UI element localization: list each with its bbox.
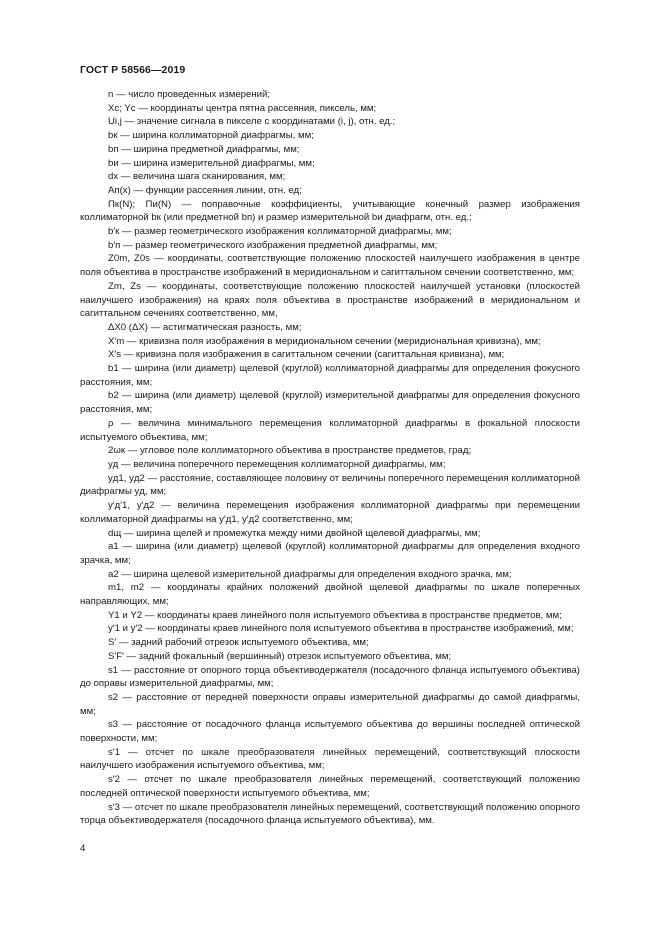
list-item: a2 — ширина щелевой измерительной диафрагмы для определения входного зрачка, мм; xyxy=(108,568,512,580)
list-item: s′2 — отсчет по шкале преобразователя линейных перемещений, соответствующий положению последней оптической поверхности испытуемого объектива, мм; xyxy=(80,774,580,799)
list-item: yд1, yд2 — расстояние, составляющее половину от величины поперечного перемещения коллиматорной диафрагмы yд, мм; xyxy=(80,472,580,498)
list-item: b′п — размер геометрического изображения предметной диафрагмы, мм; xyxy=(108,239,438,251)
list-item: Zm, Zs — координаты, соответствующие положению плоскостей наилучшей установки (плоскостей наилучшего изображения) на краях поля объектива в пространстве изображений в меридиональном и сагиттальном сечениях соответственно, мм, xyxy=(80,280,580,320)
list-item: s2 — расстояние от передней поверхности оправы измерительной диафрагмы до самой диафрагмы, мм; xyxy=(80,691,580,717)
symbols-list xyxy=(80,88,580,828)
list-item: b′к — размер геометрического изображения коллиматорной диафрагмы, мм; xyxy=(108,226,452,238)
list-item: ΔX0 (ΔX) — астигматическая разность, мм; xyxy=(108,321,302,333)
list-item: b1 — ширина (или диаметр) щелевой (круглой) коллиматорной диафрагмы для определения фокусного расстояния, мм; xyxy=(80,363,580,388)
list-item: Aп(x) — функции рассеяния линии, отн. ед; xyxy=(108,184,302,196)
list-item: n — число проведенных измерений; xyxy=(108,89,271,100)
list-item: Xc; Yc — координаты центра пятна рассеяния, пиксель, мм; xyxy=(108,102,377,114)
list-item: s1 — расстояние от опорного торца объективодержателя (посадочного фланца испытуемого объектива) до оправы измерительной диафрагмы, мм; xyxy=(80,664,580,690)
list-item: a1 — ширина (или диаметр) щелевой (круглой) коллиматорной диафрагмы для определения входного зрачка, мм; xyxy=(80,541,580,566)
list-item: Ui,j — значение сигнала в пикселе с координатами (i, j), отн. ед.; xyxy=(108,116,396,128)
list-item: dx — величина шага сканирования, мм; xyxy=(108,171,286,183)
list-item: Πк(N); Πи(N) — поправочные коэффициенты, учитывающие конечный размер изображения коллиматорной bк (или предметной bп) и размер измерительной bи диафрагм, отн. ед.; xyxy=(80,198,580,224)
page-number: 4 xyxy=(80,843,86,854)
list-item: bп — ширина предметной диафрагмы, мм; xyxy=(108,143,300,155)
list-item: s′1 — отсчет по шкале преобразователя линейных перемещений, соответствующий плоскости наилучшего изображения испытуемого объектива, мм; xyxy=(80,746,580,772)
list-item: Z0m, Z0s — координаты, соответствующие положению плоскостей наилучшего изображения в центре поля объектива в пространстве изображений в меридиональном и сагиттальном сечении соответственно, мм; xyxy=(80,253,580,279)
list-item: X′m — кривизна поля изображения в меридиональном сечении (меридиональная кривизна), мм; xyxy=(108,335,541,347)
list-item: s′3 — отсчет по шкале преобразователя линейных перемещений, соответствующий положению опорного торца объективодержателя (посадочного фланца испытуемого объектива), мм. xyxy=(80,801,580,827)
list-item: y′1 и y′2 — координаты краев линейного поля испытуемого объектива в пространстве изображений, мм; xyxy=(108,623,574,635)
list-item: bи — ширина измерительной диафрагмы, мм; xyxy=(108,157,315,169)
list-item: b2 — ширина (или диаметр) щелевой (круглой) измерительной диафрагмы для определения фокусного расстояния, мм; xyxy=(80,390,580,416)
list-item: y′д′1, y′д2 — величина перемещения изображения коллиматорной диафрагмы при перемещении коллиматорной диафрагмы на y′д1, y′д2 соответственно, мм; xyxy=(80,500,580,525)
list-item: 2ωк — угловое поле коллиматорного объектива в пространстве предметов, град; xyxy=(108,445,472,457)
list-item: s3 — расстояние от посадочного фланца испытуемого объектива до вершины последней оптической поверхности, мм; xyxy=(80,719,580,745)
list-item: bк — ширина коллиматорной диафрагмы, мм; xyxy=(108,130,314,142)
list-item: yд — величина поперечного перемещения коллиматорной диафрагмы, мм; xyxy=(108,458,446,470)
list-item: X′s — кривизна поля изображения в сагиттальном сечении (сагиттальная кривизна), мм; xyxy=(108,349,505,361)
list-item: Y1 и Y2 — координаты краев линейного поля испытуемого объектива в пространстве предметов, мм; xyxy=(108,609,562,621)
list-item: S′F′ — задний фокальный (вершинный) отрезок испытуемого объектива, мм; xyxy=(108,650,452,662)
list-item: ρ — величина минимального перемещения коллиматорной диафрагмы в фокальной плоскости испытуемого объектива, мм; xyxy=(80,417,580,443)
list-item: m1, m2 — координаты крайних положений двойной щелевой диафрагмы по шкале поперечных направляющих, мм; xyxy=(80,582,580,608)
page-header: ГОСТ Р 58566—2019 xyxy=(80,64,186,76)
list-item: S′ — задний рабочий отрезок испытуемого объектива, мм; xyxy=(108,637,369,649)
list-item: dщ — ширина щелей и промежутка между ними двойной щелевой диафрагмы, мм; xyxy=(108,527,481,539)
